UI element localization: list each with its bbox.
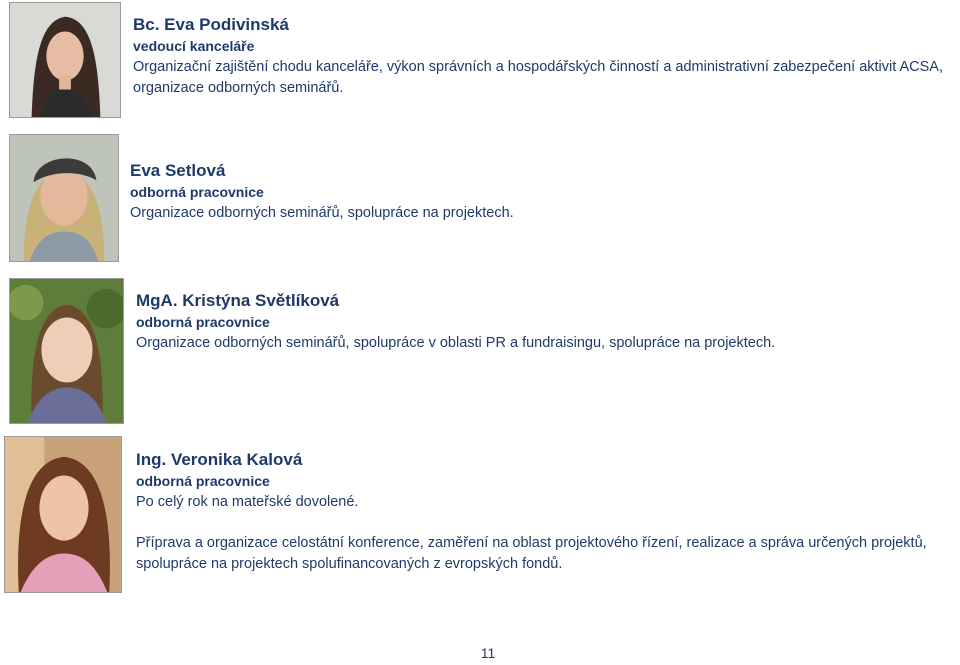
person-description: Organizace odborných seminářů, spolupráce na projektech. xyxy=(130,205,514,221)
person-description-extra: Příprava a organizace celostátní konference, zaměření na oblast projektového řízení, realizace a správa určených projektů, spolupráce na projektech spolufinancovaných z evropských fondů. xyxy=(136,535,927,572)
person-entry-2 xyxy=(130,160,950,224)
person-name: Bc. Eva Podivinská xyxy=(133,15,289,34)
person-name: Ing. Veronika Kalová xyxy=(136,450,303,469)
person-name: MgA. Kristýna Světlíková xyxy=(136,291,340,310)
portrait-photo-eva-setlova xyxy=(9,134,119,262)
person-entry-4 xyxy=(136,449,956,575)
person-role: odborná pracovnice xyxy=(136,473,270,489)
page-number: 11 xyxy=(480,645,496,661)
portrait-photo-eva-podivinska xyxy=(9,2,121,118)
person-role: odborná pracovnice xyxy=(136,314,270,330)
person-description: Po celý rok na mateřské dovolené. xyxy=(136,494,359,510)
portrait-photo-veronika-kalova xyxy=(4,436,122,593)
person-entry-3 xyxy=(136,290,956,354)
portrait-photo-kristyna-svetlikova xyxy=(9,278,124,424)
person-role: vedoucí kanceláře xyxy=(133,38,255,54)
person-role: odborná pracovnice xyxy=(130,184,264,200)
person-description: Organizace odborných seminářů, spolupráce v oblasti PR a fundraisingu, spolupráce na projektech. xyxy=(136,335,776,351)
person-name: Eva Setlová xyxy=(130,161,226,180)
person-description: Organizační zajištění chodu kanceláře, výkon správních a hospodářských činností a administrativní zabezpečení aktivit ACSA, organizace odborných seminářů. xyxy=(133,59,944,96)
person-entry-1 xyxy=(133,14,953,99)
